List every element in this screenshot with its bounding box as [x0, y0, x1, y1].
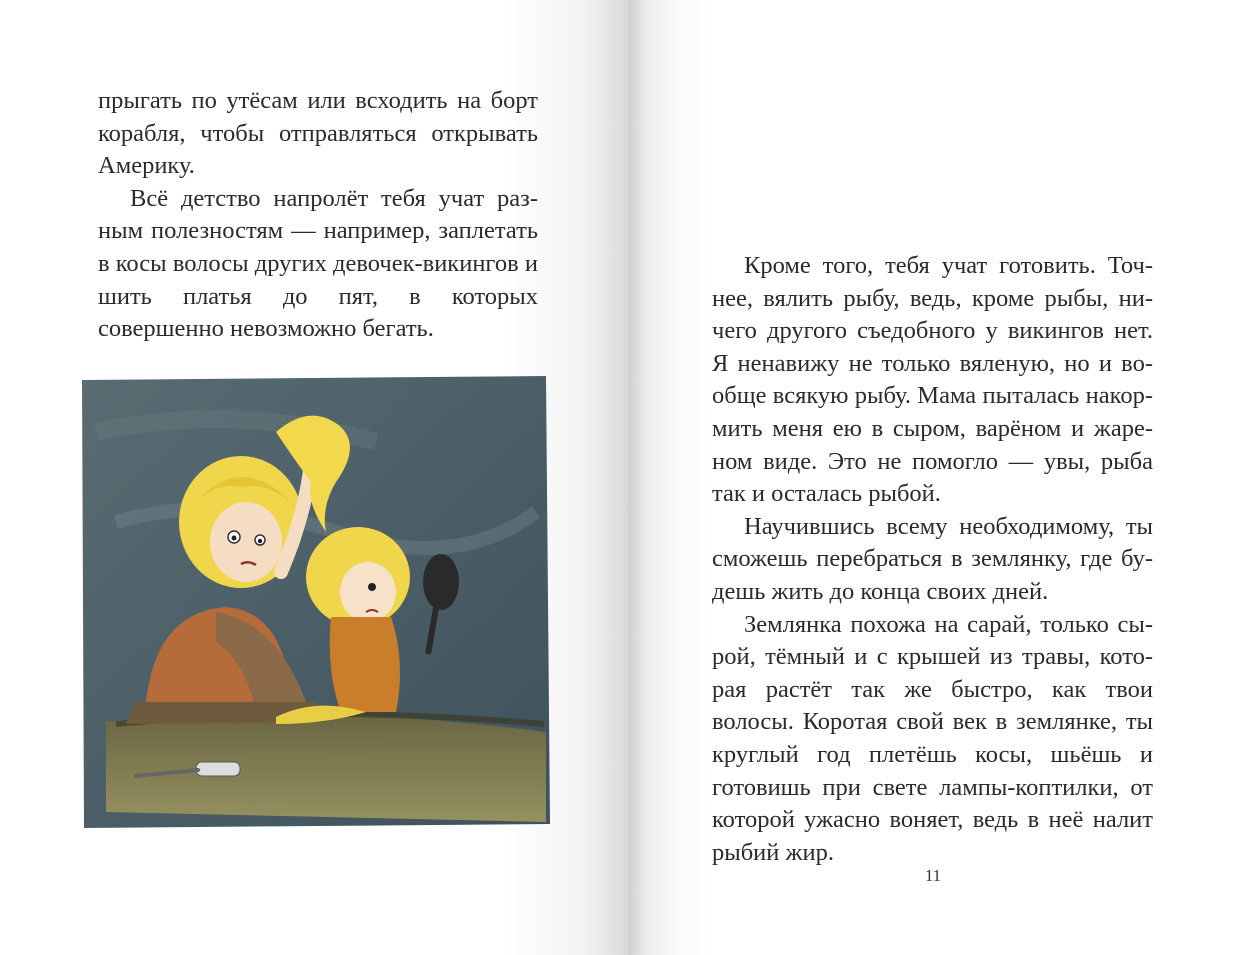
right-paragraph-3: Землянка похожа на сарай, только сырой, тёмный и с крышей из травы, которая растёт так же быстро, как твои волосы. Коротая свой век в землянке, ты круглый год плетёшь косы, шьёшь и готовишь при свете лампы-коптилки, от которой ужасно воняет, ведь в неё налит рыбий жир.: [712, 610, 1153, 866]
right-page: [628, 0, 1248, 955]
right-paragraph-1: Кроме того, тебя учат готовить. Точнее, вялить рыбу, ведь, кроме рыбы, ничего другого съедобного у викингов нет. Я ненавижу не только вяленую, но и вообще всякую рыбу. Мама пыталась накормить меня ею в сыром, варёном и жареном виде. Это не помогло — увы, рыба так и осталась рыбой.: [712, 252, 1153, 508]
left-paragraph-1: прыгать по утёсам или всходить на борт корабля, чтобы отправляться открывать Америку.: [98, 87, 538, 180]
page-number: 11: [924, 866, 942, 885]
right-paragraph-2: Научившись всему необходимому, ты сможешь перебраться в землянку, где будешь жить до конца своих дней.: [712, 512, 1153, 605]
left-paragraph-2: Всё детство напролёт тебя учат разным полезностям — например, заплетать в косы волосы других девочек-викингов и шить платья до пят, в которых совершенно невозможно бегать.: [98, 184, 538, 343]
right-page-text: [712, 250, 1153, 869]
braiding-illustration: [76, 372, 553, 832]
left-page-text: [98, 85, 538, 346]
